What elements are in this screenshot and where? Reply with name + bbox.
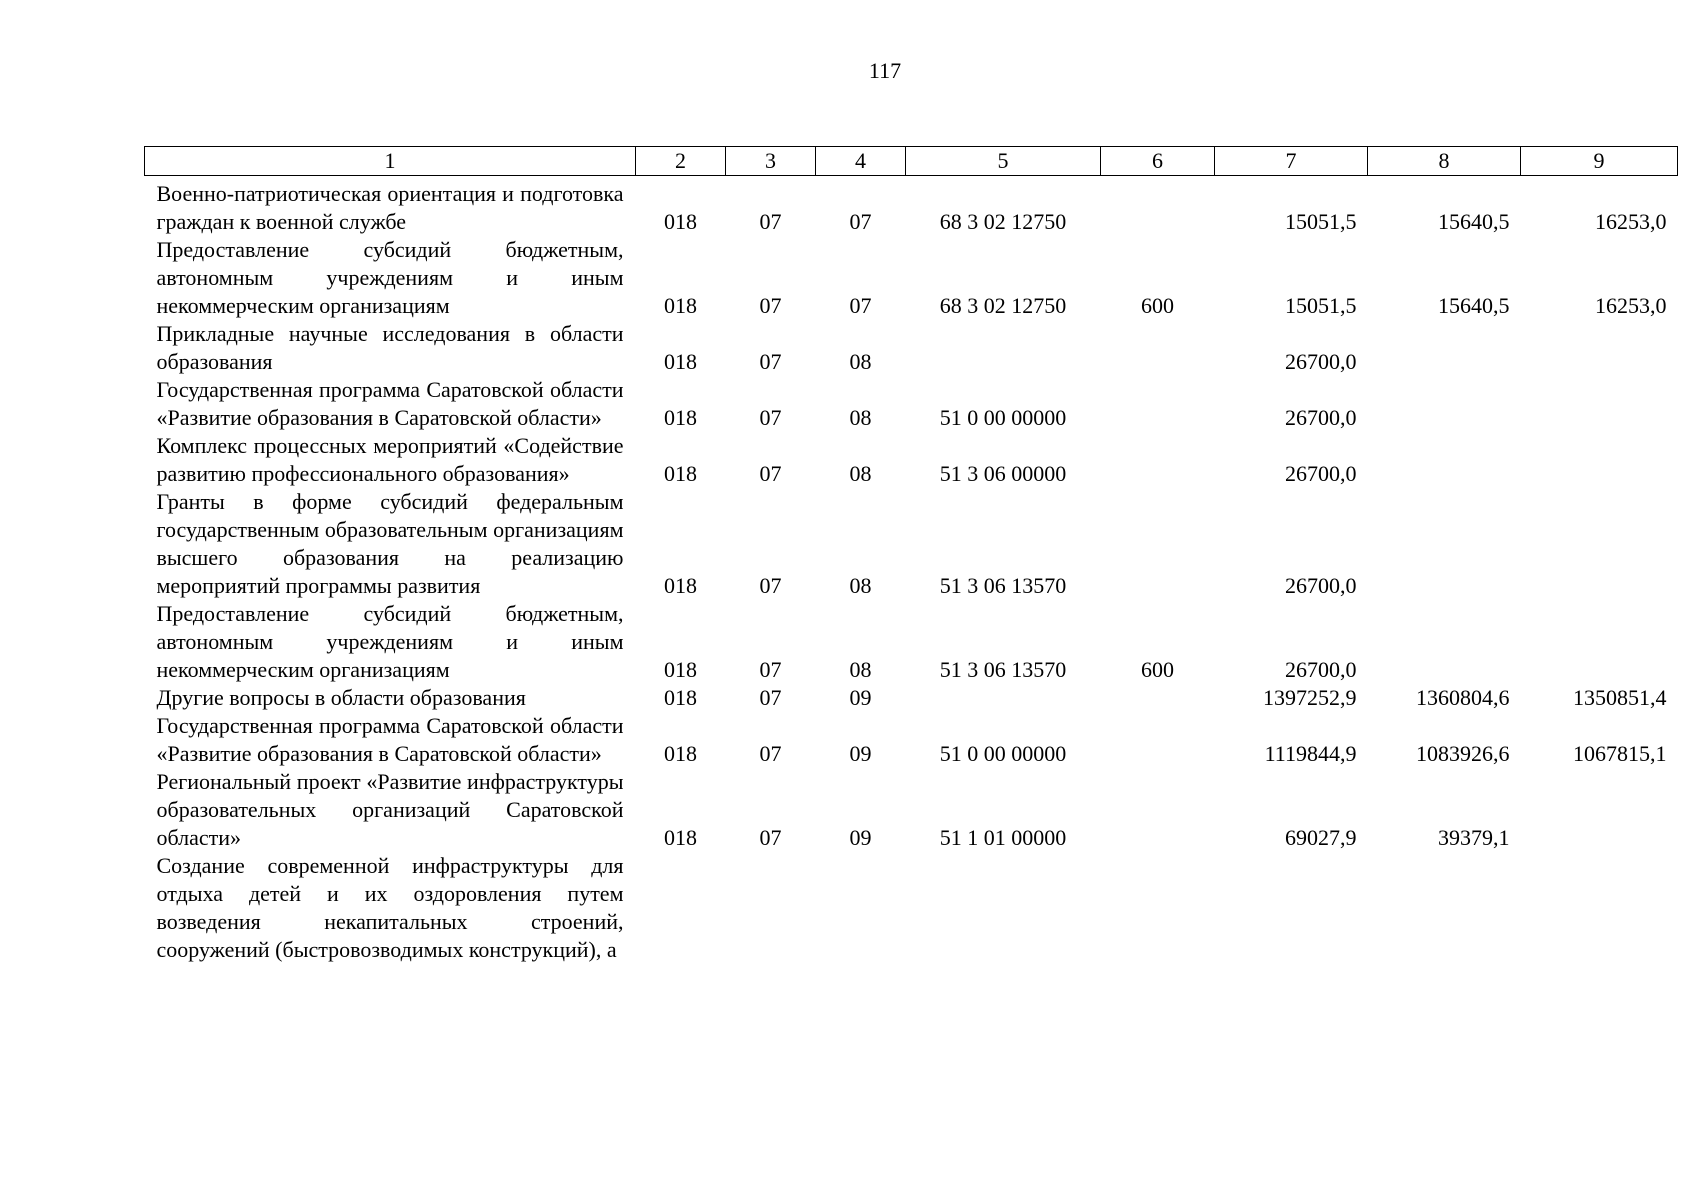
- header-cell: 2: [636, 147, 726, 176]
- amount-col9-cell: [1521, 376, 1678, 432]
- chapter-code-cell: 018: [664, 657, 697, 682]
- row-name-cell: Другие вопросы в области образования: [156, 685, 526, 710]
- section-code-cell: 07: [759, 293, 782, 318]
- expense-type-cell: [1101, 712, 1215, 768]
- amount-col7-cell: 26700,0: [1285, 349, 1357, 374]
- table-header-row: [145, 147, 1678, 176]
- chapter-code-cell: 018: [664, 293, 697, 318]
- target-article-cell: 51 3 06 00000: [939, 461, 1067, 486]
- amount-col7-cell: 26700,0: [1285, 657, 1357, 682]
- amount-col9-cell: 1067815,1: [1573, 741, 1667, 766]
- expense-type-cell: [1101, 376, 1215, 432]
- table-row: [145, 376, 1678, 432]
- chapter-code-cell: 018: [664, 825, 697, 850]
- header-cell: 8: [1368, 147, 1521, 176]
- section-code-cell: 07: [759, 405, 782, 430]
- row-name-cell: Гранты в форме субсидий федеральным государственным образовательным организациям высшего образования на реализацию мероприятий программы развития: [156, 489, 624, 598]
- header-cell: 4: [816, 147, 906, 176]
- table-body: [145, 176, 1678, 965]
- target-article-cell: 51 0 00 00000: [939, 405, 1067, 430]
- table-row: [145, 432, 1678, 488]
- amount-col7-cell: 1119844,9: [1264, 741, 1357, 766]
- section-code-cell: 07: [759, 349, 782, 374]
- target-article-cell: [906, 852, 1101, 964]
- section-code-cell: 07: [759, 741, 782, 766]
- expense-type-cell: [1101, 320, 1215, 376]
- expense-type-cell: [1101, 684, 1215, 712]
- section-code-cell: 07: [759, 685, 782, 710]
- row-name-cell: Предоставление субсидий бюджетным, автономным учреждениям и иным некоммерческим организациям: [156, 601, 624, 682]
- target-article-cell: 51 3 06 13570: [939, 573, 1067, 598]
- expense-type-cell: [1101, 488, 1215, 600]
- amount-col8-cell: [1368, 852, 1521, 964]
- expense-type-cell: [1101, 768, 1215, 852]
- target-article-cell: 51 0 00 00000: [939, 741, 1067, 766]
- row-name-cell: Прикладные научные исследования в области образования: [156, 321, 624, 374]
- header-cell: 7: [1215, 147, 1368, 176]
- target-article-cell: 51 1 01 00000: [939, 825, 1067, 850]
- amount-col8-cell: [1368, 488, 1521, 600]
- row-name-cell: Государственная программа Саратовской области «Развитие образования в Саратовской области»: [156, 713, 624, 766]
- amount-col7-cell: 15051,5: [1285, 209, 1357, 234]
- section-code-cell: 07: [759, 825, 782, 850]
- table-row: [145, 236, 1678, 320]
- amount-col8-cell: 1083926,6: [1416, 741, 1510, 766]
- subsection-code-cell: 09: [849, 685, 872, 710]
- header-cell: 3: [726, 147, 816, 176]
- table-row: [145, 712, 1678, 768]
- amount-col8-cell: [1368, 432, 1521, 488]
- amount-col8-cell: 1360804,6: [1416, 685, 1510, 710]
- budget-table: [144, 146, 1678, 964]
- table-row: [145, 600, 1678, 684]
- table-row: [145, 488, 1678, 600]
- table-row: [145, 320, 1678, 376]
- amount-col7-cell: 26700,0: [1285, 405, 1357, 430]
- amount-col7-cell: 1397252,9: [1263, 685, 1357, 710]
- subsection-code-cell: 08: [849, 349, 872, 374]
- amount-col9-cell: [1521, 432, 1678, 488]
- header-cell: 6: [1101, 147, 1215, 176]
- expense-type-cell: 600: [1141, 657, 1174, 682]
- chapter-code-cell: 018: [664, 209, 697, 234]
- header-cell: 9: [1521, 147, 1678, 176]
- subsection-code-cell: 09: [849, 741, 872, 766]
- row-name-cell: Региональный проект «Развитие инфраструктуры образовательных организаций Саратовской области»: [156, 769, 624, 850]
- subsection-code-cell: 08: [849, 461, 872, 486]
- amount-col8-cell: 15640,5: [1438, 293, 1510, 318]
- chapter-code-cell: 018: [664, 573, 697, 598]
- subsection-code-cell: [816, 852, 906, 964]
- row-name-cell: Комплекс процессных мероприятий «Содействие развитию профессионального образования»: [156, 433, 624, 486]
- page-number: 117: [868, 58, 902, 83]
- table-row: [145, 684, 1678, 712]
- amount-col8-cell: [1368, 600, 1521, 684]
- amount-col9-cell: [1521, 600, 1678, 684]
- header-cell: 1: [145, 147, 636, 176]
- table-row: [145, 852, 1678, 964]
- amount-col9-cell: 16253,0: [1595, 209, 1667, 234]
- table-row: [145, 768, 1678, 852]
- section-code-cell: 07: [759, 461, 782, 486]
- chapter-code-cell: 018: [664, 741, 697, 766]
- amount-col8-cell: [1368, 320, 1521, 376]
- chapter-code-cell: 018: [664, 405, 697, 430]
- amount-col8-cell: 15640,5: [1438, 209, 1510, 234]
- target-article-cell: 68 3 02 12750: [939, 293, 1067, 318]
- amount-col9-cell: [1521, 488, 1678, 600]
- amount-col9-cell: [1521, 768, 1678, 852]
- row-name-cell: Государственная программа Саратовской области «Развитие образования в Саратовской области»: [156, 377, 624, 430]
- section-code-cell: 07: [759, 573, 782, 598]
- subsection-code-cell: 08: [849, 657, 872, 682]
- amount-col8-cell: [1368, 376, 1521, 432]
- chapter-code-cell: 018: [664, 685, 697, 710]
- target-article-cell: [906, 684, 1101, 712]
- expense-type-cell: [1101, 176, 1215, 237]
- amount-col9-cell: 1350851,4: [1573, 685, 1667, 710]
- target-article-cell: 68 3 02 12750: [939, 209, 1067, 234]
- subsection-code-cell: 07: [849, 293, 872, 318]
- table-row: [145, 176, 1678, 237]
- header-cell: 5: [906, 147, 1101, 176]
- subsection-code-cell: 09: [849, 825, 872, 850]
- amount-col7-cell: 15051,5: [1285, 293, 1357, 318]
- chapter-code-cell: [636, 852, 726, 964]
- chapter-code-cell: 018: [664, 461, 697, 486]
- amount-col7-cell: 26700,0: [1285, 573, 1357, 598]
- row-name-cell: Военно-патриотическая ориентация и подготовка граждан к военной службе: [156, 181, 624, 234]
- section-code-cell: 07: [759, 209, 782, 234]
- target-article-cell: 51 3 06 13570: [939, 657, 1067, 682]
- row-name-cell: Предоставление субсидий бюджетным, автономным учреждениям и иным некоммерческим организациям: [156, 237, 624, 318]
- section-code-cell: [726, 852, 816, 964]
- expense-type-cell: 600: [1141, 293, 1174, 318]
- amount-col7-cell: 26700,0: [1285, 461, 1357, 486]
- amount-col9-cell: [1521, 320, 1678, 376]
- amount-col7-cell: [1215, 852, 1368, 964]
- expense-type-cell: [1101, 432, 1215, 488]
- amount-col7-cell: 69027,9: [1285, 825, 1357, 850]
- target-article-cell: [906, 320, 1101, 376]
- amount-col9-cell: [1521, 852, 1678, 964]
- subsection-code-cell: 07: [849, 209, 872, 234]
- amount-col9-cell: 16253,0: [1595, 293, 1667, 318]
- chapter-code-cell: 018: [664, 349, 697, 374]
- subsection-code-cell: 08: [849, 405, 872, 430]
- section-code-cell: 07: [759, 657, 782, 682]
- row-name-cell: Создание современной инфраструктуры для отдыха детей и их оздоровления путем возведения некапитальных строений, сооружений (быстровозводимых конструкций), а: [156, 853, 624, 962]
- amount-col8-cell: 39379,1: [1438, 825, 1510, 850]
- subsection-code-cell: 08: [849, 573, 872, 598]
- expense-type-cell: [1101, 852, 1215, 964]
